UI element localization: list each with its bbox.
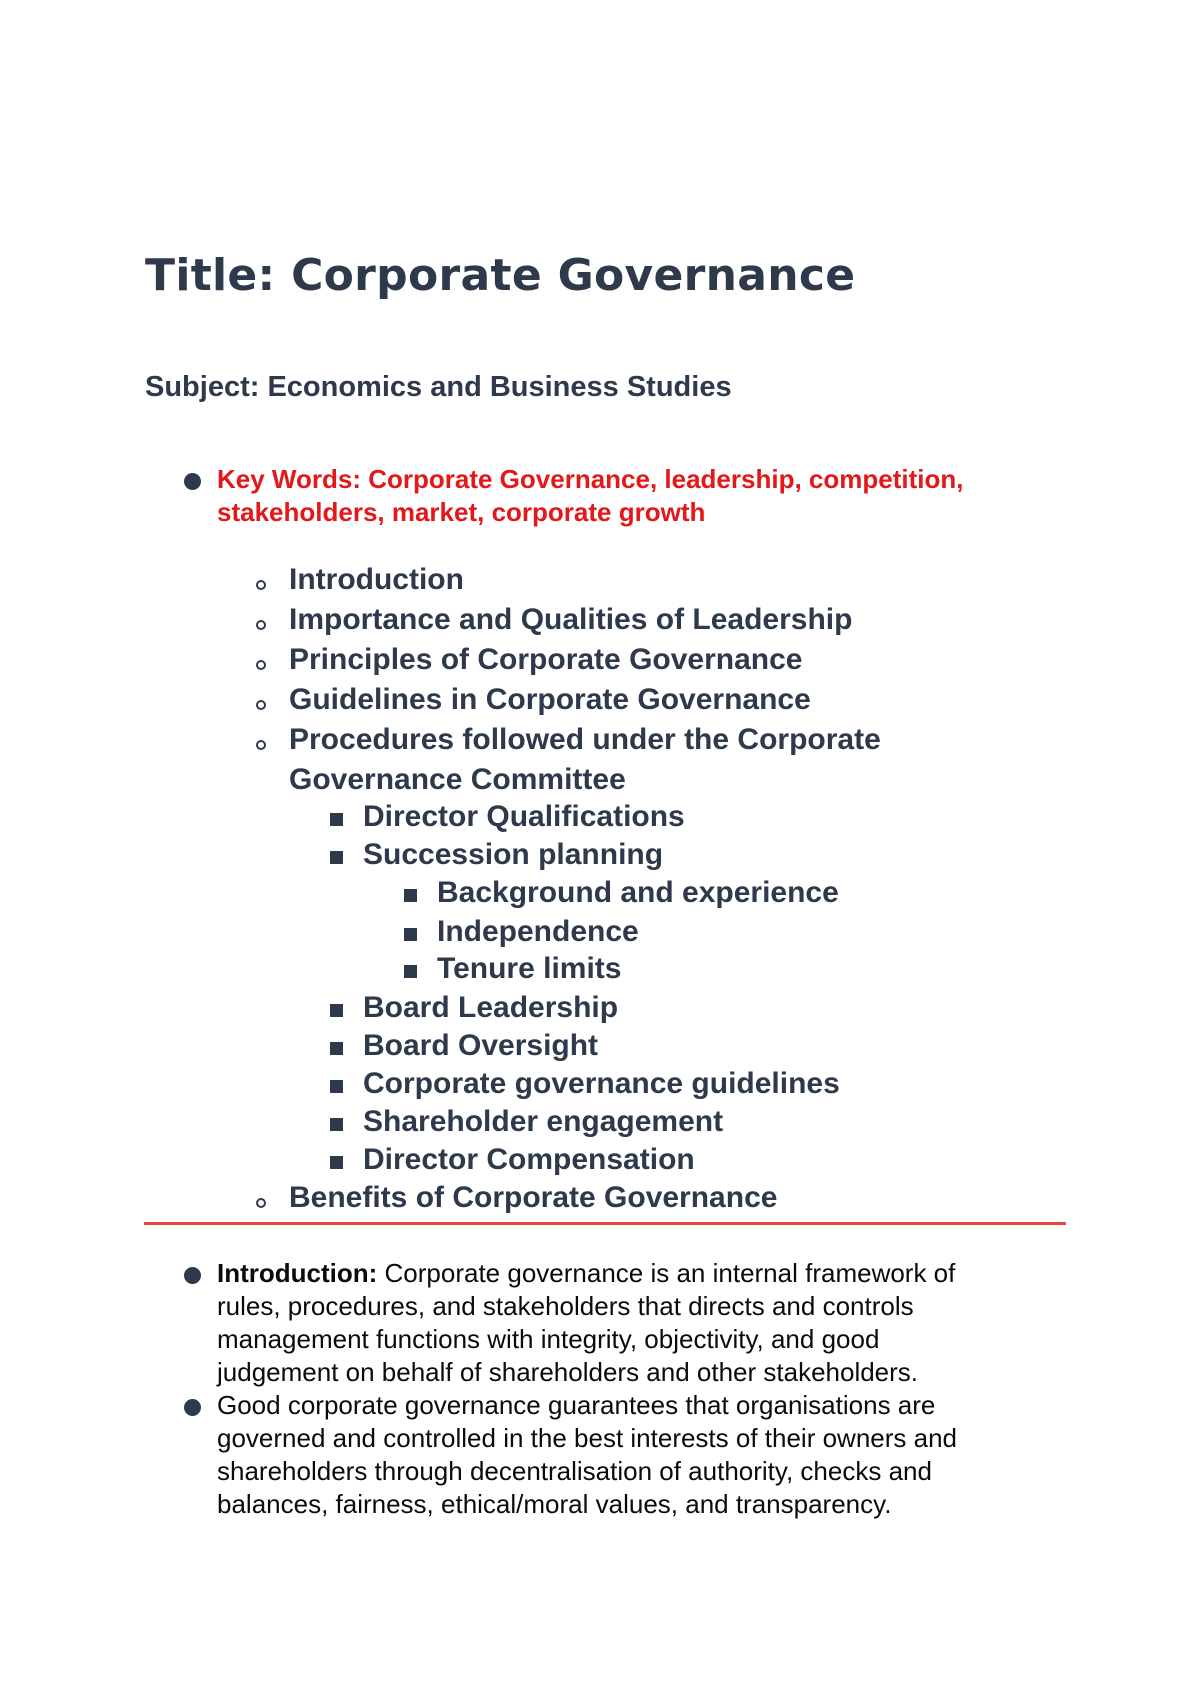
bullet-dot xyxy=(184,1399,201,1416)
outline-item-shareholder-engagement: Shareholder engagement xyxy=(363,1105,724,1138)
circle-bullet xyxy=(256,700,266,710)
circle-bullet xyxy=(256,580,266,590)
intro-paragraph-line-3: management functions with integrity, objectivity, and good xyxy=(217,1324,880,1354)
intro-paragraph-line-2: rules, procedures, and stakeholders that directs and controls xyxy=(217,1291,914,1321)
outline-item-benefits: Benefits of Corporate Governance xyxy=(289,1181,778,1214)
outline-item-guidelines: Guidelines in Corporate Governance xyxy=(289,683,811,716)
circle-bullet xyxy=(256,620,266,630)
intro-paragraph-line-1 xyxy=(217,1258,955,1289)
square-bullet xyxy=(404,889,417,902)
outline-item-board-oversight: Board Oversight xyxy=(363,1029,599,1062)
intro-text: Corporate governance is an internal framework of xyxy=(377,1258,956,1288)
outline-item-procedures-cont: Governance Committee xyxy=(289,763,626,796)
square-bullet xyxy=(330,1004,343,1017)
circle-bullet xyxy=(256,660,266,670)
subject-line: Subject: Economics and Business Studies xyxy=(145,371,732,403)
outline-item-background: Background and experience xyxy=(437,876,839,909)
bullet-dot xyxy=(184,473,201,490)
square-bullet xyxy=(330,1156,343,1169)
outline-item-leadership: Importance and Qualities of Leadership xyxy=(289,603,853,636)
intro-paragraph-line-4: judgement on behalf of shareholders and other stakeholders. xyxy=(217,1357,919,1387)
square-bullet xyxy=(330,1080,343,1093)
square-bullet xyxy=(404,928,417,941)
good-paragraph-line-4: balances, fairness, ethical/moral values, and transparency. xyxy=(217,1489,892,1519)
good-paragraph-line-3: shareholders through decentralisation of authority, checks and xyxy=(217,1456,932,1486)
outline-item-cg-guidelines: Corporate governance guidelines xyxy=(363,1067,840,1100)
outline-item-independence: Independence xyxy=(437,915,639,948)
good-paragraph-line-2: governed and controlled in the best interests of their owners and xyxy=(217,1423,958,1453)
square-bullet xyxy=(330,851,343,864)
outline-item-director-compensation: Director Compensation xyxy=(363,1143,695,1176)
page-title: Title: Corporate Governance xyxy=(145,250,856,301)
outline-item-procedures: Procedures followed under the Corporate xyxy=(289,723,881,756)
circle-bullet xyxy=(256,740,266,750)
square-bullet xyxy=(330,1042,343,1055)
square-bullet xyxy=(330,1118,343,1131)
square-bullet xyxy=(404,965,417,978)
section-divider xyxy=(144,1222,1066,1225)
circle-bullet xyxy=(256,1198,266,1208)
square-bullet xyxy=(330,813,343,826)
outline-item-tenure: Tenure limits xyxy=(437,952,622,985)
key-words-line-1: Key Words: Corporate Governance, leadership, competition, xyxy=(217,464,964,494)
outline-item-board-leadership: Board Leadership xyxy=(363,991,619,1024)
bullet-dot xyxy=(184,1267,201,1284)
outline-item-succession-planning: Succession planning xyxy=(363,838,664,871)
outline-item-introduction: Introduction xyxy=(289,563,464,596)
good-paragraph-line-1: Good corporate governance guarantees that organisations are xyxy=(217,1390,936,1420)
intro-label: Introduction: xyxy=(217,1258,378,1288)
key-words-line-2: stakeholders, market, corporate growth xyxy=(217,497,706,527)
outline-item-director-qualifications: Director Qualifications xyxy=(363,800,685,833)
outline-item-principles: Principles of Corporate Governance xyxy=(289,643,803,676)
